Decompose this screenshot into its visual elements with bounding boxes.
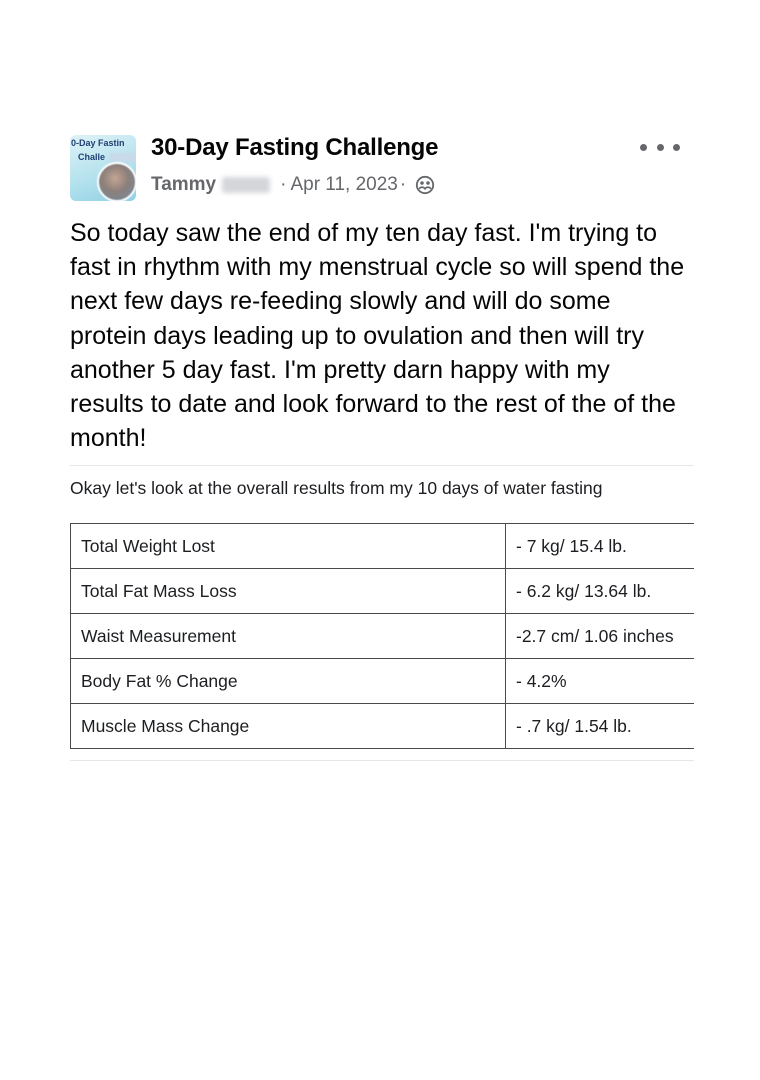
table-row [71,524,695,569]
row-value: - .7 kg/ 1.54 lb. [506,704,695,749]
row-value: - 7 kg/ 15.4 lb. [506,524,695,569]
divider [70,760,694,761]
row-value: -2.7 cm/ 1.06 inches [506,614,695,659]
row-label: Muscle Mass Change [71,704,506,749]
public-group-icon[interactable] [415,175,435,195]
author-name-link[interactable]: Tammy [151,174,217,195]
row-label: Total Fat Mass Loss [71,569,506,614]
results-table [70,523,694,749]
row-value: - 6.2 kg/ 13.64 lb. [506,569,695,614]
row-label: Total Weight Lost [71,524,506,569]
row-label: Body Fat % Change [71,659,506,704]
table-row [71,704,695,749]
meta-separator: · [280,174,287,195]
row-value: - 4.2% [506,659,695,704]
table-row [71,659,695,704]
post-date-link[interactable]: Apr 11, 2023 [290,174,398,195]
more-options-icon[interactable] [640,136,680,158]
post-meta [151,172,435,198]
author-avatar[interactable] [97,162,137,202]
redacted-surname [222,177,270,193]
results-caption: Okay let's look at the overall results from my 10 days of water fasting [70,478,603,498]
divider [70,465,694,466]
dot-icon [673,144,680,151]
table-row [71,614,695,659]
dot-icon [640,144,647,151]
meta-separator: · [399,174,407,195]
table-row [71,569,695,614]
group-thumbnail-text: 0-Day Fastin [71,138,125,148]
row-label: Waist Measurement [71,614,506,659]
group-name-link[interactable]: 30-Day Fasting Challenge [151,134,439,161]
group-thumbnail-text: Challe [78,152,106,162]
dot-icon [657,144,664,151]
post-body-text: So today saw the end of my ten day fast. I'm trying to fast in rhythm with my menstrual cycle so will spend the next few days re-feeding slowly and will do some protein days leading up to ovulation and then will try another 5 day fast. I'm pretty darn happy with my results to date and look forward to the rest of the of the month! [70,219,685,453]
thumbnail-blur [110,153,136,162]
